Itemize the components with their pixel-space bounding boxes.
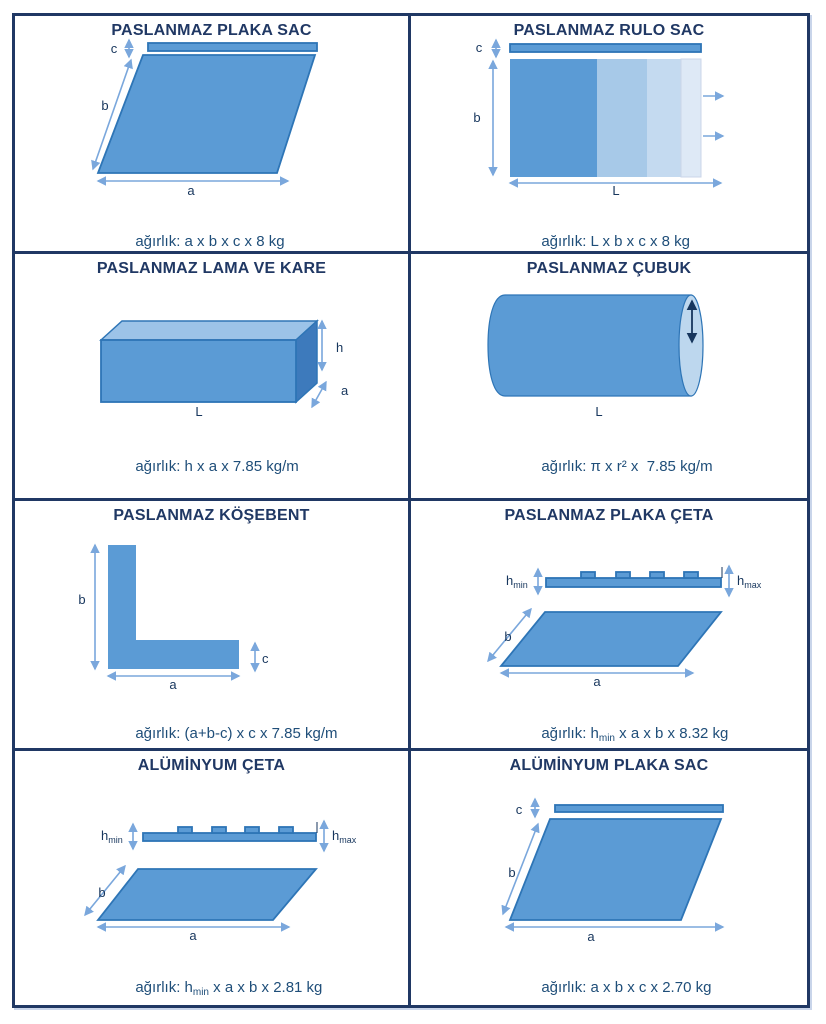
angle-L-shape [108, 545, 239, 669]
weight-formula: ağırlık: π x r² x 7.85 kg/m [541, 458, 713, 475]
cell-aluminyum-plaka-sac [411, 751, 807, 1005]
plate-parallelogram [98, 55, 315, 173]
cell-title: ALÜMİNYUM PLAKA SAC [509, 757, 709, 774]
weight-formula: ağırlık: h x a x 7.85 kg/m [135, 458, 299, 475]
tread-bump [581, 572, 595, 578]
dim-label-b: b [504, 629, 512, 644]
cell-title: PASLANMAZ LAMA VE KARE [96, 260, 327, 277]
cell-paslanmaz-plaka-ceta [411, 501, 807, 751]
dim-label-a: a [189, 928, 197, 943]
dim-label-a: a [187, 183, 195, 198]
dim-label-c: c [110, 41, 118, 56]
dim-label-b: b [101, 98, 109, 113]
roll-band-4 [681, 59, 701, 177]
plate-side-view [546, 578, 721, 587]
cell-title: PASLANMAZ PLAKA SAC [111, 22, 312, 39]
cylinder-body [488, 295, 691, 396]
roll-band-1 [510, 59, 597, 177]
thickness-bar [148, 43, 317, 51]
cell-paslanmaz-rulo-sac [411, 16, 807, 254]
plate-parallelogram [501, 612, 721, 666]
cylinder-end-cap [679, 295, 703, 396]
dim-label-a: a [587, 929, 595, 944]
weight-formula: ağırlık: (a+b-c) x c x 7.85 kg/m [135, 725, 338, 742]
weight-formula: ağırlık: $h_{min}$ x a x b x 2.81 kg [135, 979, 323, 998]
tread-bump [616, 572, 630, 578]
tread-bump [245, 827, 259, 833]
cell-title: PASLANMAZ RULO SAC [513, 22, 705, 39]
dim-label-L: L [595, 404, 603, 419]
product-table [12, 13, 810, 1008]
roll-band-2 [597, 59, 647, 177]
dim-label-b: b [508, 865, 516, 880]
tread-bump [178, 827, 192, 833]
dim-label-b: b [78, 592, 86, 607]
dim-label-hmax: $h_{max}$ [332, 828, 357, 845]
weight-formula: ağırlık: a x b x c x 2.70 kg [541, 979, 712, 996]
tread-bump [212, 827, 226, 833]
cell-paslanmaz-lama-ve-kare [15, 254, 411, 501]
dim-label-h: h [336, 340, 344, 355]
weight-formula: ağırlık: $h_{min}$ x a x b x 8.32 kg [541, 725, 729, 744]
weight-formula: ağırlık: a x b x c x 8 kg [135, 233, 285, 250]
box-top-face [101, 321, 317, 340]
cell-paslanmaz-cubuk [411, 254, 807, 501]
thickness-bar [510, 44, 701, 52]
cell-title: PASLANMAZ ÇUBUK [526, 260, 692, 277]
cell-paslanmaz-plaka-sac [15, 16, 411, 254]
dim-label-hmax: $h_{max}$ [737, 573, 762, 590]
plate-parallelogram [98, 869, 316, 920]
roll-band-3 [647, 59, 681, 177]
box-front-face [101, 340, 296, 402]
plate-parallelogram [510, 819, 721, 920]
dim-label-L: L [612, 183, 620, 198]
dim-label-c: c [262, 651, 269, 666]
dim-label-c: c [515, 802, 523, 817]
dim-label-b: b [98, 885, 106, 900]
cell-aluminyum-ceta [15, 751, 411, 1005]
dim-label-a: a [341, 383, 349, 398]
weight-formula: ağırlık: L x b x c x 8 kg [541, 233, 691, 250]
dim-label-L: L [195, 404, 203, 419]
plate-side-view [143, 833, 316, 841]
dim-label-a: a [593, 674, 601, 689]
dim-label-a: a [169, 677, 177, 692]
dim-label-hmin: $h_{min}$ [101, 828, 123, 845]
thickness-bar [555, 805, 723, 812]
cell-title: PASLANMAZ KÖŞEBENT [113, 507, 310, 524]
cell-paslanmaz-kosebent [15, 501, 411, 751]
tread-bump [684, 572, 698, 578]
cell-title: PASLANMAZ PLAKA ÇETA [504, 507, 714, 524]
dim-label-b: b [473, 110, 481, 125]
dim-label-c: c [475, 40, 483, 55]
tread-bump [650, 572, 664, 578]
tread-bump [279, 827, 293, 833]
dim-label-hmin: $h_{min}$ [506, 573, 528, 590]
cell-title: ALÜMİNYUM ÇETA [137, 757, 286, 774]
